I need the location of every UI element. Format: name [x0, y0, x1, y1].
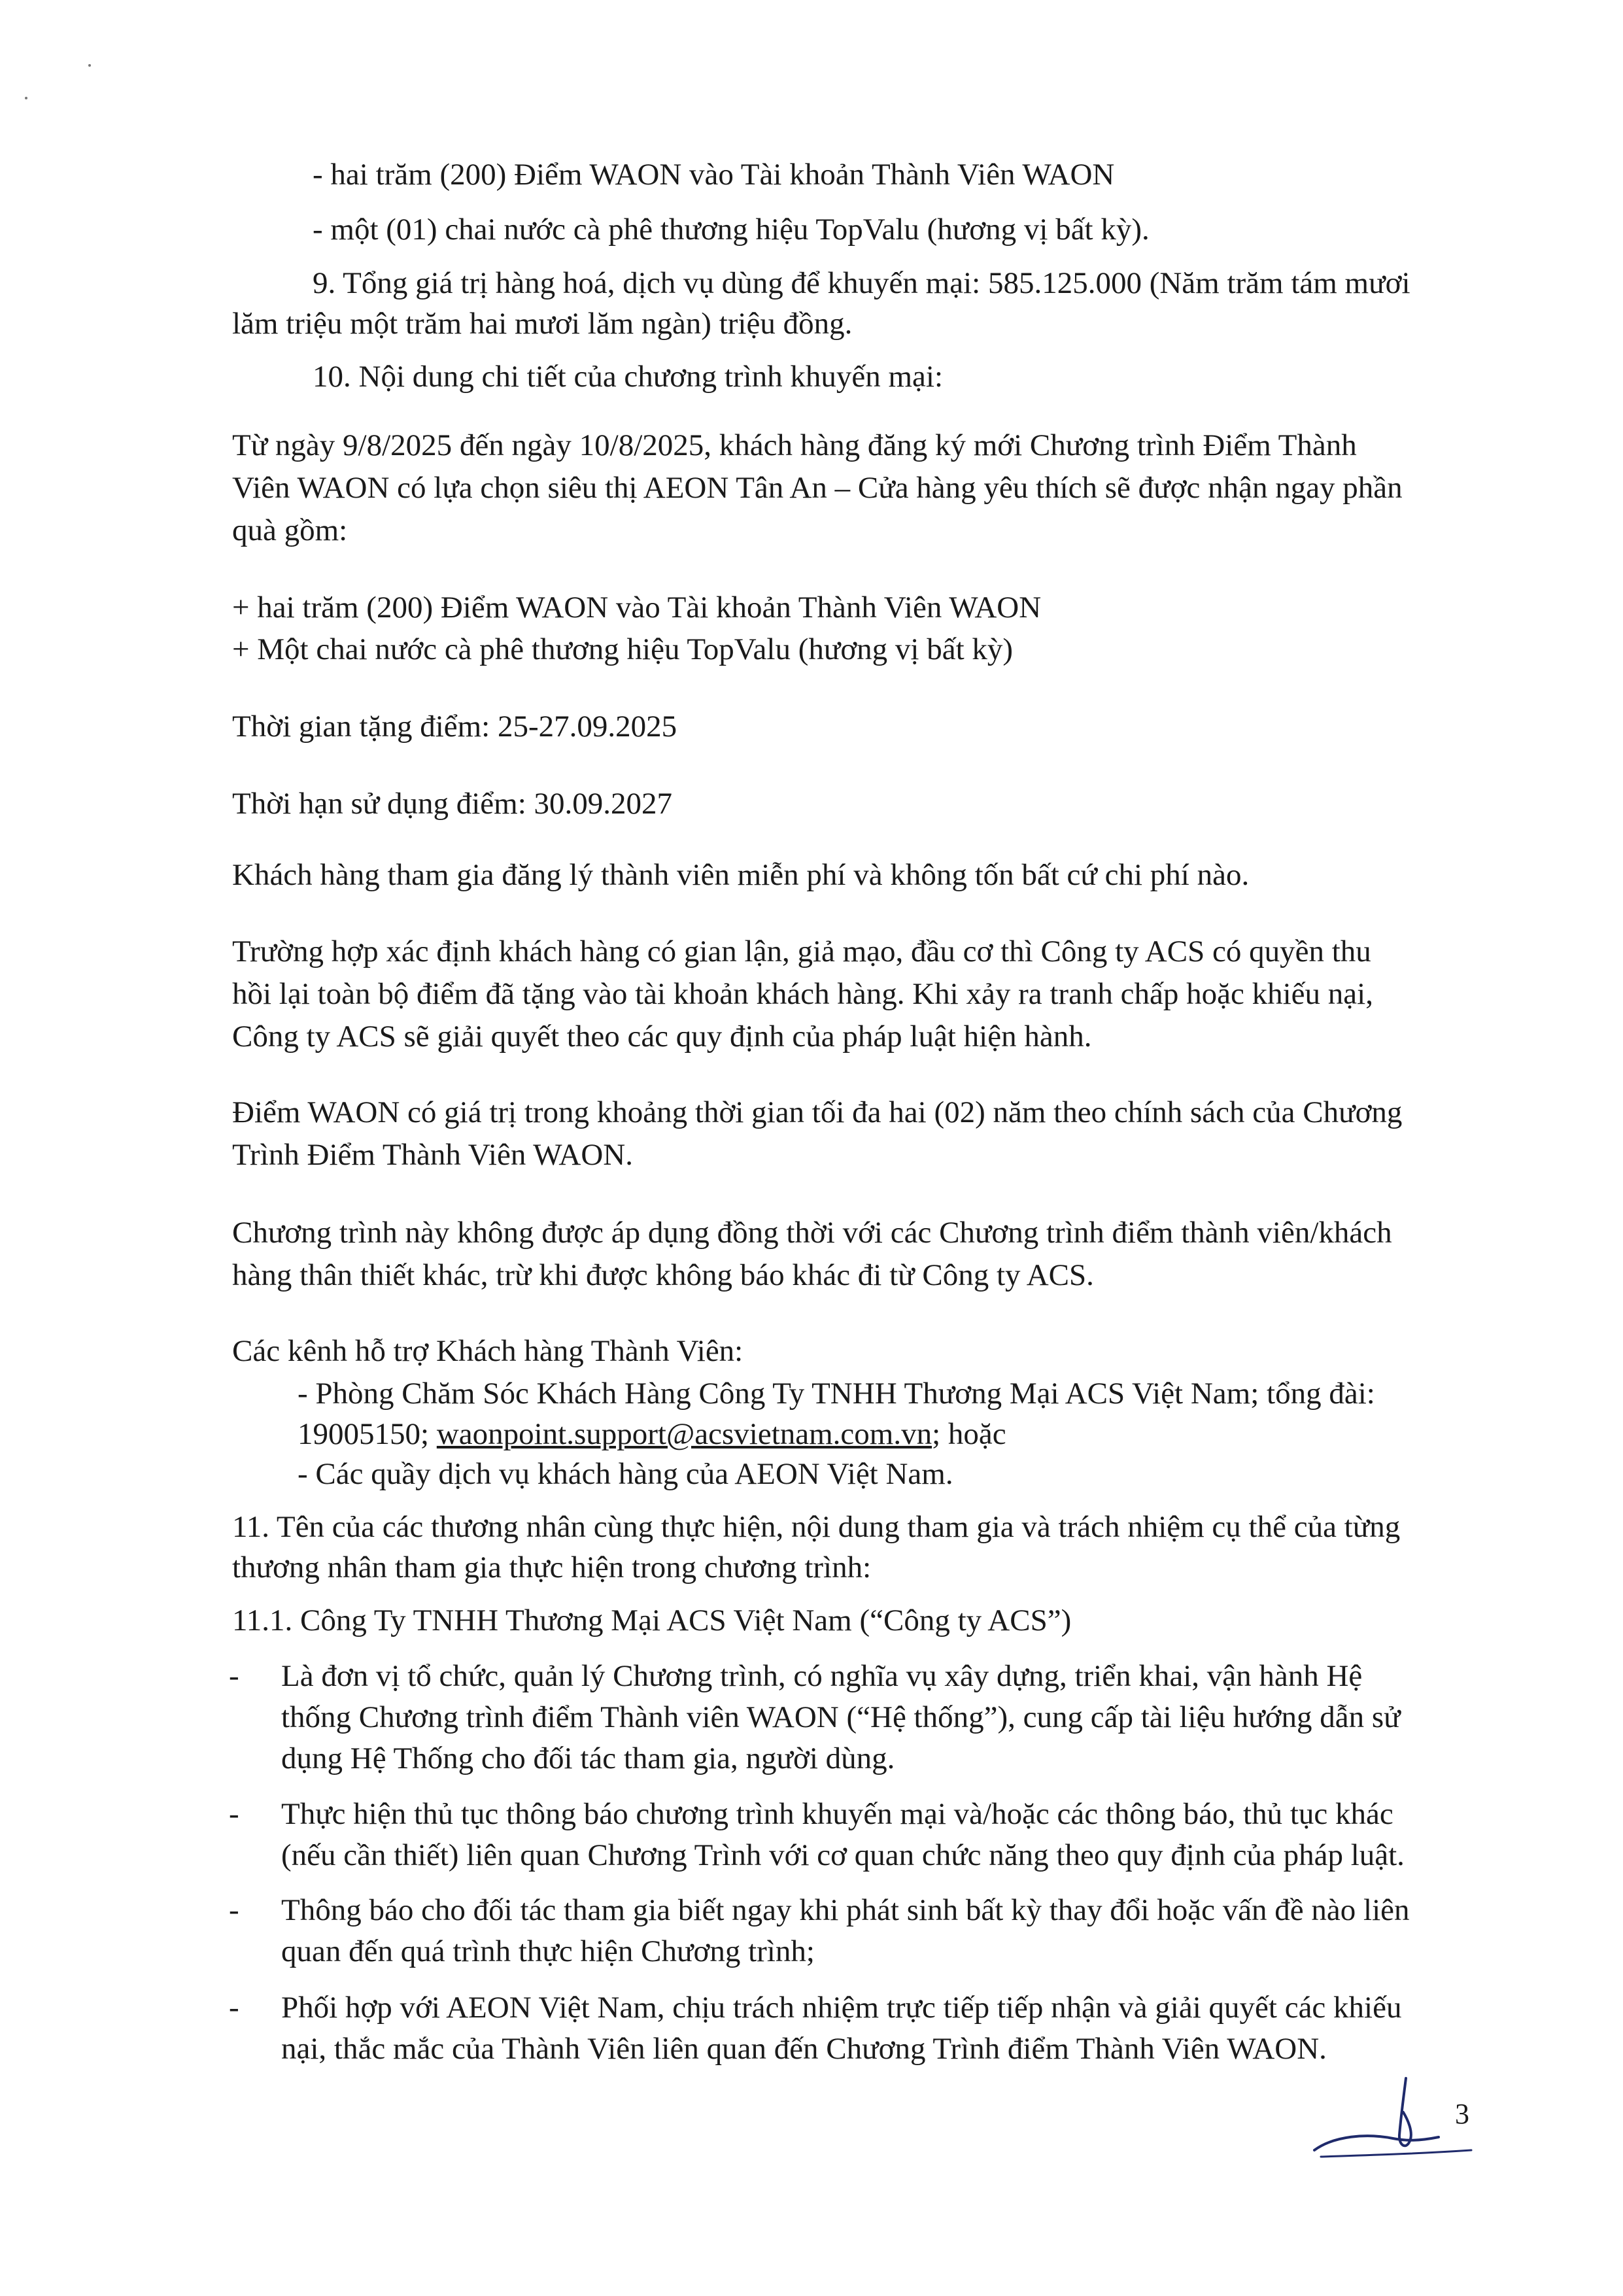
list-item-line: thống Chương trình điểm Thành viên WAON (“Hệ thống”), cung cấp tài liệu hướng dẫn sử: [281, 1700, 1401, 1734]
scan-speck: [25, 97, 27, 99]
item-10-heading: 10. Nội dung chi tiết của chương trình khuyến mại:: [313, 360, 944, 394]
validity-line-2: Trình Điểm Thành Viên WAON.: [232, 1138, 633, 1172]
list-item-line: quan đến quá trình thực hiện Chương trình;: [281, 1934, 815, 1968]
usage-deadline: Thời hạn sử dụng điểm: 30.09.2027: [232, 787, 673, 821]
item-9-line-2: lăm triệu một trăm hai mươi lăm ngàn) triệu đồng.: [232, 307, 853, 341]
item-9-line-1: 9. Tổng giá trị hàng hoá, dịch vụ dùng để khuyến mại: 585.125.000 (Năm trăm tám mươi: [313, 266, 1410, 300]
support-channel-hotline: - Phòng Chăm Sóc Khách Hàng Công Ty TNHH Thương Mại ACS Việt Nam; tổng đài:: [298, 1377, 1375, 1411]
promo-desc-line-2: Viên WAON có lựa chọn siêu thị AEON Tân An – Cửa hàng yêu thích sẽ được nhận ngay phần: [232, 471, 1403, 505]
support-email-link[interactable]: waonpoint.support@acsvietnam.com.vn: [436, 1417, 932, 1451]
fraud-line-2: hồi lại toàn bộ điểm đã tặng vào tài khoản khách hàng. Khi xảy ra tranh chấp hoặc khiếu nại,: [232, 977, 1373, 1011]
list-item-line: nại, thắc mắc của Thành Viên liên quan đến Chương Trình điểm Thành Viên WAON.: [281, 2032, 1327, 2066]
list-item-line: Là đơn vị tổ chức, quản lý Chương trình, có nghĩa vụ xây dựng, triển khai, vận hành Hệ: [281, 1659, 1363, 1693]
support-heading: Các kênh hỗ trợ Khách hàng Thành Viên:: [232, 1334, 743, 1368]
support-channel-email-line: [298, 1413, 1475, 1456]
free-participation: Khách hàng tham gia đăng lý thành viên miễn phí và không tốn bất cứ chi phí nào.: [232, 858, 1250, 892]
bullet-marker: -: [229, 1659, 239, 1693]
prize-line-coffee: - một (01) chai nước cà phê thương hiệu TopValu (hương vị bất kỳ).: [313, 213, 1150, 247]
list-item-line: dụng Hệ Thống cho đối tác tham gia, người dùng.: [281, 1741, 895, 1775]
scan-speck: [88, 64, 91, 67]
bullet-marker: -: [229, 1991, 239, 2025]
exclusion-line-2: hàng thân thiết khác, trừ khi được không báo khác đi từ Công ty ACS.: [232, 1258, 1094, 1292]
list-item-line: Thực hiện thủ tục thông báo chương trình khuyến mại và/hoặc các thông báo, thủ tục khác: [281, 1797, 1393, 1831]
list-item-line: (nếu cần thiết) liên quan Chương Trình với cơ quan chức năng theo quy định của pháp luật.: [281, 1838, 1405, 1872]
list-item-line: Thông báo cho đối tác tham gia biết ngay khi phát sinh bất kỳ thay đổi hoặc vấn đề nào liên: [281, 1893, 1410, 1927]
gift-line-points: + hai trăm (200) Điểm WAON vào Tài khoản Thành Viên WAON: [232, 591, 1042, 625]
promo-desc-line-3: quà gồm:: [232, 513, 348, 547]
hotline-number: 19005150;: [298, 1417, 437, 1451]
gift-line-coffee: + Một chai nước cà phê thương hiệu TopValu (hương vị bất kỳ): [232, 632, 1014, 666]
support-or-text: ; hoặc: [932, 1417, 1006, 1451]
signature-initial: [1308, 2073, 1478, 2178]
list-item-line: Phối hợp với AEON Việt Nam, chịu trách nhiệm trực tiếp tiếp nhận và giải quyết các khiếu: [281, 1991, 1402, 2025]
validity-line-1: Điểm WAON có giá trị trong khoảng thời gian tối đa hai (02) năm theo chính sách của Chương: [232, 1095, 1403, 1129]
exclusion-line-1: Chương trình này không được áp dụng đồng thời với các Chương trình điểm thành viên/khách: [232, 1216, 1392, 1250]
fraud-line-1: Trường hợp xác định khách hàng có gian lận, giả mạo, đầu cơ thì Công ty ACS có quyền thu: [232, 934, 1371, 968]
fraud-line-3: Công ty ACS sẽ giải quyết theo các quy định của pháp luật hiện hành.: [232, 1019, 1092, 1054]
bullet-marker: -: [229, 1797, 239, 1831]
bullet-marker: -: [229, 1893, 239, 1927]
item-11-line-1: 11. Tên của các thương nhân cùng thực hiện, nội dung tham gia và trách nhiệm cụ thể của từng: [232, 1510, 1401, 1544]
support-channel-counters: - Các quầy dịch vụ khách hàng của AEON Việt Nam.: [298, 1457, 953, 1491]
item-11-1-heading: 11.1. Công Ty TNHH Thương Mại ACS Việt Nam (“Công ty ACS”): [232, 1603, 1072, 1637]
page-number: 3: [1455, 2098, 1469, 2130]
award-time: Thời gian tặng điểm: 25-27.09.2025: [232, 710, 677, 744]
item-11-line-2: thương nhân tham gia thực hiện trong chương trình:: [232, 1551, 872, 1585]
promo-desc-line-1: Từ ngày 9/8/2025 đến ngày 10/8/2025, khách hàng đăng ký mới Chương trình Điểm Thành: [232, 428, 1357, 462]
prize-line-points: - hai trăm (200) Điểm WAON vào Tài khoản Thành Viên WAON: [313, 158, 1115, 192]
